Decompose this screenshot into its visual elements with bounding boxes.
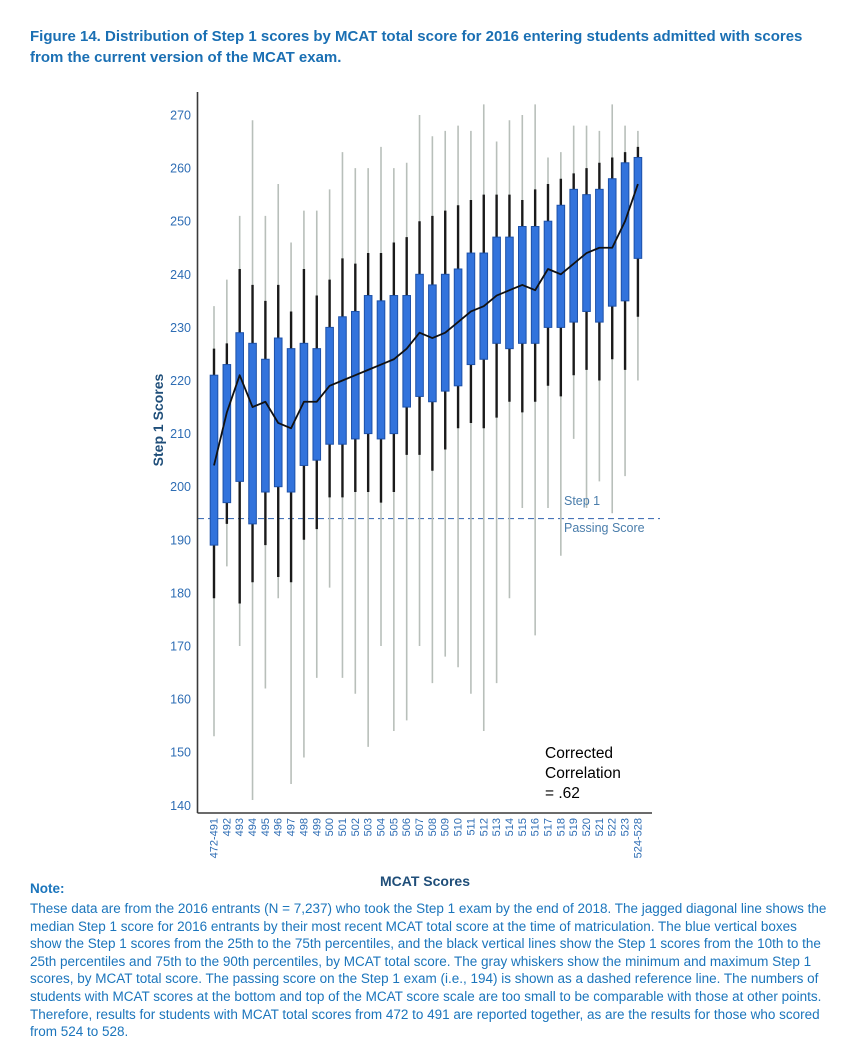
iqr-box [634, 157, 642, 258]
y-tick-label: 180 [170, 586, 191, 601]
y-tick-label: 140 [170, 798, 191, 813]
x-tick-label: 494 [247, 818, 260, 837]
iqr-box [274, 338, 282, 487]
x-tick-label: 519 [568, 818, 581, 837]
x-tick-label: 492 [221, 818, 234, 837]
y-tick-label: 150 [170, 745, 191, 760]
correlation-annotation [545, 744, 621, 804]
iqr-box [287, 349, 295, 492]
iqr-box [596, 189, 604, 322]
x-tick-label: 506 [401, 818, 414, 837]
x-tick-label: 499 [311, 818, 324, 837]
iqr-box [249, 343, 257, 524]
iqr-box [467, 253, 475, 365]
y-tick-label: 240 [170, 267, 191, 282]
x-tick-label: 509 [439, 818, 452, 837]
x-tick-label: 496 [272, 818, 285, 837]
y-tick-label: 230 [170, 320, 191, 335]
correlation-line3: = .62 [545, 785, 580, 802]
iqr-box [454, 269, 462, 386]
passing-score-label-line2: Passing Score [564, 521, 645, 535]
y-tick-label: 250 [170, 214, 191, 229]
iqr-box [364, 296, 372, 434]
iqr-box [262, 359, 270, 492]
y-axis-tick-labels [170, 109, 191, 813]
iqr-box [210, 375, 218, 545]
iqr-box [390, 296, 398, 434]
x-tick-label: 512 [478, 818, 491, 837]
x-axis-title: MCAT Scores [380, 873, 470, 889]
note-heading: Note: [30, 881, 65, 896]
iqr-box [493, 237, 501, 343]
x-tick-label: 501 [336, 818, 349, 837]
iqr-box [557, 205, 565, 327]
figure-title: Figure 14. Distribution of Step 1 scores by MCAT total score for 2016 entering students admitted with scores from the current version of the MCAT exam. [30, 28, 803, 66]
x-tick-label: 498 [298, 818, 311, 837]
x-tick-label: 472-491 [208, 818, 221, 859]
x-tick-label: 505 [388, 818, 401, 837]
x-tick-label: 516 [529, 818, 542, 837]
x-tick-label: 518 [555, 818, 568, 837]
whiskers-and-boxes [210, 104, 642, 800]
x-tick-label: 521 [593, 818, 606, 837]
y-tick-label: 200 [170, 480, 191, 495]
x-tick-label: 522 [606, 818, 619, 837]
y-tick-label: 220 [170, 374, 191, 388]
y-tick-label: 210 [170, 427, 191, 442]
x-tick-label: 524-528 [632, 818, 645, 859]
x-tick-label: 507 [414, 818, 427, 837]
y-axis-title: Step 1 Scores [150, 373, 166, 467]
y-tick-label: 270 [170, 108, 191, 123]
x-tick-label: 520 [581, 818, 594, 837]
passing-score-label-line1: Step 1 [564, 494, 601, 508]
x-tick-label: 508 [426, 818, 439, 837]
x-tick-label: 511 [465, 818, 478, 836]
iqr-box [621, 163, 629, 301]
x-tick-label: 502 [349, 818, 362, 837]
y-tick-label: 190 [170, 533, 191, 548]
y-tick-label: 170 [170, 639, 191, 654]
x-tick-label: 500 [324, 818, 337, 837]
x-tick-label: 523 [619, 818, 632, 837]
iqr-box [313, 349, 321, 461]
correlation-line2: Correlation [545, 765, 621, 782]
y-tick-label: 160 [170, 692, 191, 707]
x-tick-label: 514 [503, 818, 516, 837]
x-tick-label: 517 [542, 818, 555, 837]
iqr-box [300, 343, 308, 465]
note-body: These data are from the 2016 entrants (N = 7,237) who took the Step 1 exam by the end of 2018. The jagged diagonal line shows the median Step 1 score for 2016 entrants by their most recent MCAT total score at the time of matriculation. The blue vertical boxes show the Step 1 scores from the 25th to the 75th percentiles, and the black vertical lines show the Step 1 scores from the 10th to the 25th percentiles and 75th to the 90th percentiles, by MCAT total score. The gray whiskers show the minimum and maximum Step 1 scores, by MCAT total score. The passing score on the Step 1 exam (i.e., 194) is shown as a dashed reference line. The numbers of students with MCAT scores at the bottom and top of the MCAT score scale are too small to be comparable with those at other points. Therefore, results for students with MCAT total scores from 472 to 491 are reported together, as are the results for those who scored from 524 to 528. [30, 901, 827, 1040]
x-tick-label: 497 [285, 818, 298, 837]
y-tick-label: 260 [170, 161, 191, 176]
iqr-box [570, 189, 578, 322]
x-tick-label: 493 [234, 818, 247, 837]
x-axis-tick-labels [209, 818, 645, 858]
correlation-line1: Corrected [545, 745, 614, 762]
x-tick-label: 515 [516, 818, 529, 837]
iqr-box [429, 285, 437, 402]
x-tick-label: 504 [375, 818, 388, 837]
iqr-box [236, 333, 244, 482]
x-tick-label: 510 [452, 818, 465, 837]
iqr-box [506, 237, 514, 349]
x-tick-label: 495 [259, 818, 272, 837]
iqr-box [377, 301, 385, 439]
x-tick-label: 503 [362, 818, 375, 837]
x-tick-label: 513 [491, 818, 504, 837]
iqr-box [223, 365, 231, 503]
